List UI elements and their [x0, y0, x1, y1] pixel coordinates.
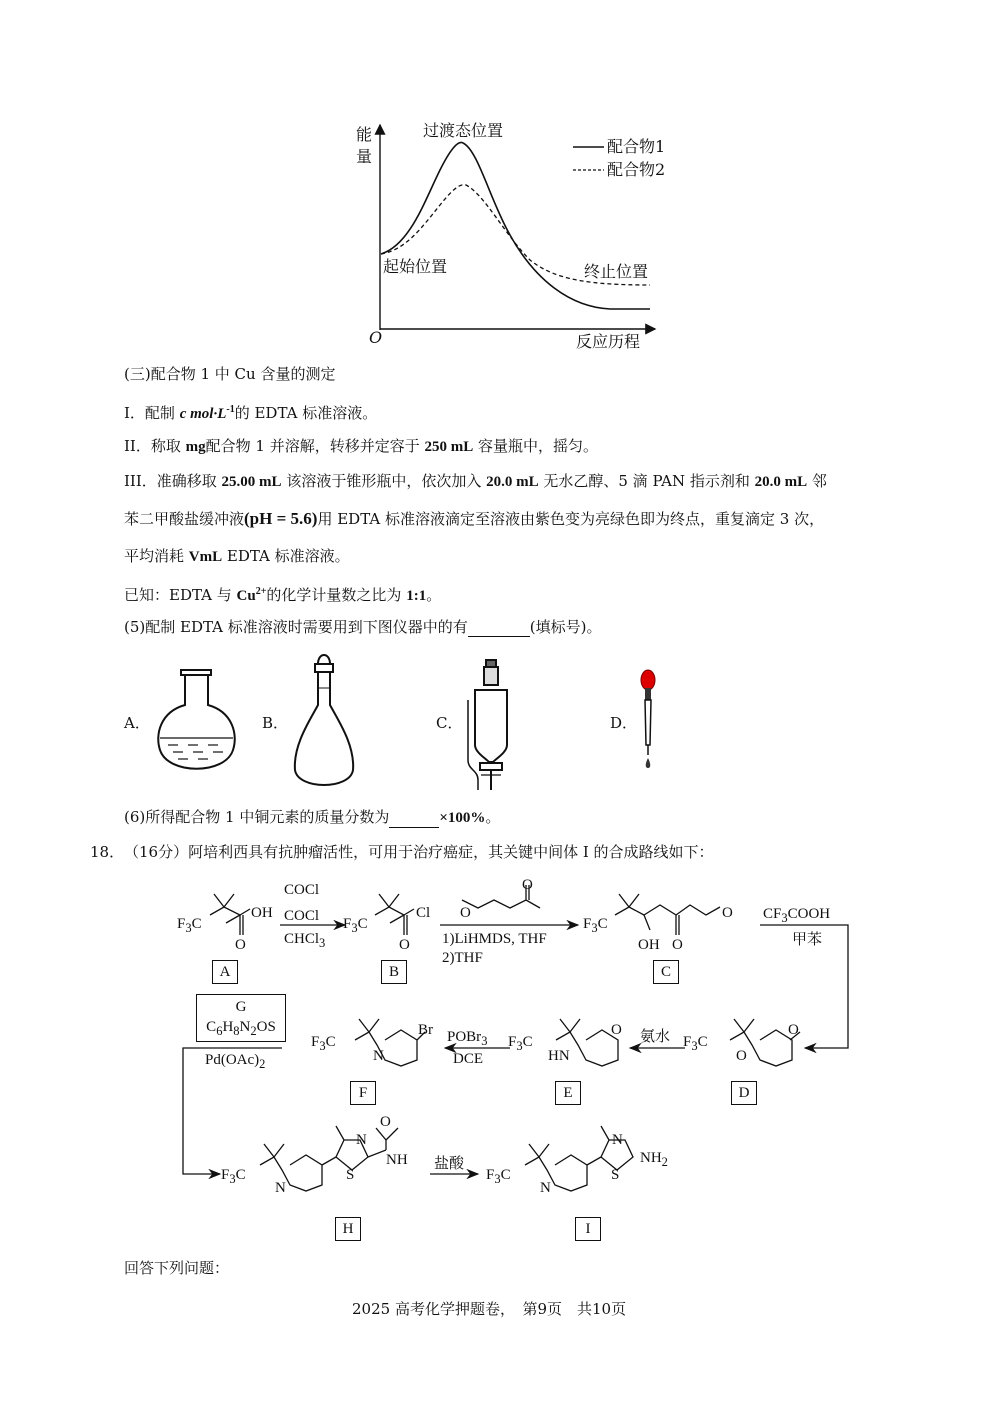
answer-blank-6[interactable] — [389, 807, 439, 828]
cf3-label-b: $F_3C$ — [343, 916, 368, 935]
section-heading: (三)配合物 1 中 Cu 含量的测定 — [124, 365, 336, 383]
cf3-label-f: $F_3C$ — [311, 1034, 336, 1053]
answer-blank-5[interactable] — [468, 616, 530, 637]
known-condition: 已知：EDTA 与 $Cu^{2+}$的化学计量数之比为 1:1。 — [124, 586, 442, 604]
step-3-line-2: 苯二甲酸盐缓冲液(pH = 5.6)用 EDTA 标准溶液滴定至溶液由紫色变为亮绿色即为终点，重复滴定 3 次， — [124, 509, 825, 528]
cf3-label-c: $F_3C$ — [583, 916, 608, 935]
option-b: B． — [262, 714, 289, 732]
end-position-label: 终止位置 — [584, 262, 649, 281]
origin-label: O — [369, 328, 383, 347]
page-footer: 2025 高考化学押题卷， 第9页 共10页 — [352, 1300, 627, 1318]
nh-label-e: HN — [548, 1048, 570, 1064]
o-label-reagent: O — [522, 877, 533, 893]
x-axis-label: 反应历程 — [576, 332, 641, 351]
question-18-text: （16分）阿培利西具有抗肿瘤活性，可用于治疗癌症，其关键中间体 I 的合成路线如下： — [124, 843, 714, 861]
legend-complex-2: 配合物2 — [607, 160, 666, 179]
cf3-label-h: $F_3C$ — [221, 1167, 246, 1186]
option-c: C． — [436, 714, 463, 732]
o-label-a: O — [235, 937, 246, 953]
reagent-oxalyl-2: COCl — [284, 908, 320, 924]
compound-label-h: H — [335, 1217, 361, 1241]
reagent-oxalyl-1: COCl — [284, 882, 320, 898]
option-a: A． — [124, 714, 150, 732]
step-1: I．配制 c $mol\cdot L^{-1}$的 EDTA 标准溶液。 — [124, 404, 378, 422]
o-label-e: O — [611, 1022, 622, 1038]
reagent-ammonia: 氨水 — [640, 1027, 671, 1045]
reagent-hcl: 盐酸 — [434, 1154, 465, 1172]
nh-label-h: NH — [386, 1152, 408, 1168]
n-thiazole-label-i: N — [612, 1132, 623, 1148]
compound-label-c: C — [653, 960, 679, 984]
oh-label-c: OH — [638, 937, 660, 953]
reagent-thf: 2)THF — [442, 950, 483, 966]
nh2-label-i: $NH_2$ — [640, 1150, 668, 1169]
compound-label-b: B — [381, 960, 407, 984]
s-label-i: S — [611, 1167, 620, 1183]
o-label-c: O — [672, 937, 683, 953]
reagent-tfa: $CF_3COOH$ — [763, 906, 831, 925]
reagent-chcl3: CHCl$_3$ — [284, 931, 326, 950]
s-label-h: S — [346, 1167, 355, 1183]
step-2: II．称取 mg配合物 1 并溶解，转移并定容于 250 mL 容量瓶中，摇匀。 — [124, 437, 599, 455]
compound-label-e: E — [555, 1081, 581, 1105]
n-label-h: N — [275, 1180, 286, 1196]
reagent-toluene: 甲苯 — [792, 930, 823, 948]
n-label-i: N — [540, 1180, 551, 1196]
o-label-h: O — [380, 1114, 391, 1130]
transition-state-label: 过渡态位置 — [423, 121, 504, 140]
o-label-d: O — [788, 1022, 799, 1038]
o-ring-label-d: O — [736, 1048, 747, 1064]
compound-label-i: I — [575, 1217, 601, 1241]
separatory-funnel-icon — [468, 660, 507, 790]
br-label-f: Br — [418, 1022, 433, 1038]
cl-label-b: Cl — [416, 905, 431, 921]
dropper-icon — [641, 670, 655, 768]
question-5: (5)配制 EDTA 标准溶液时需要用到下图仪器中的有 (填标号)。 — [124, 618, 602, 636]
cf3-label-e: $F_3C$ — [508, 1034, 533, 1053]
oh-label-a: OH — [251, 905, 273, 921]
n-thiazole-label-h: N — [356, 1132, 367, 1148]
round-bottom-flask-icon — [158, 670, 234, 769]
legend-complex-1: 配合物1 — [607, 137, 666, 156]
step-3-line-3: 平均消耗 VmL EDTA 标准溶液。 — [124, 547, 350, 565]
compound-label-d: D — [731, 1081, 757, 1105]
n-label-f: N — [373, 1048, 384, 1064]
y-axis-label-bottom: 量 — [356, 147, 373, 166]
compound-label-f: F — [350, 1081, 376, 1105]
ome-label-reagent: O — [460, 905, 471, 921]
compound-label-a: A — [212, 960, 238, 984]
cf3-label-a: $F_3C$ — [177, 916, 202, 935]
o-label-b: O — [399, 937, 410, 953]
cf3-label-i: $F_3C$ — [486, 1167, 511, 1186]
y-axis-label-top: 能 — [356, 125, 373, 144]
ome-label-c: O — [722, 905, 733, 921]
compound-g-formula: $C_6H_8N_2OS$ — [206, 1019, 276, 1038]
option-d: D． — [610, 714, 638, 732]
start-position-label: 起始位置 — [383, 257, 448, 276]
compound-label-g: G — [235, 999, 247, 1015]
volumetric-flask-icon — [295, 655, 353, 785]
step-3-line-1: III．准确移取 25.00 mL 该溶液于锥形瓶中，依次加入 20.0 mL 无水乙醇、5 滴 PAN 指示剂和 20.0 mL 邻 — [124, 472, 827, 490]
compound-g-box — [196, 994, 286, 1042]
reagent-pobr3: POBr$_3$ — [447, 1029, 488, 1048]
reagent-dce: DCE — [453, 1051, 483, 1067]
answer-prompt: 回答下列问题： — [124, 1259, 230, 1277]
cf3-label-d: $F_3C$ — [683, 1034, 708, 1053]
reagent-lihmds: 1)LiHMDS, THF — [442, 931, 547, 947]
reagent-pd-acetate: $Pd(OAc)_2$ — [205, 1052, 266, 1071]
question-18-number: 18． — [90, 843, 125, 861]
question-6: (6)所得配合物 1 中铜元素的质量分数为 ×100%。 — [124, 808, 501, 826]
